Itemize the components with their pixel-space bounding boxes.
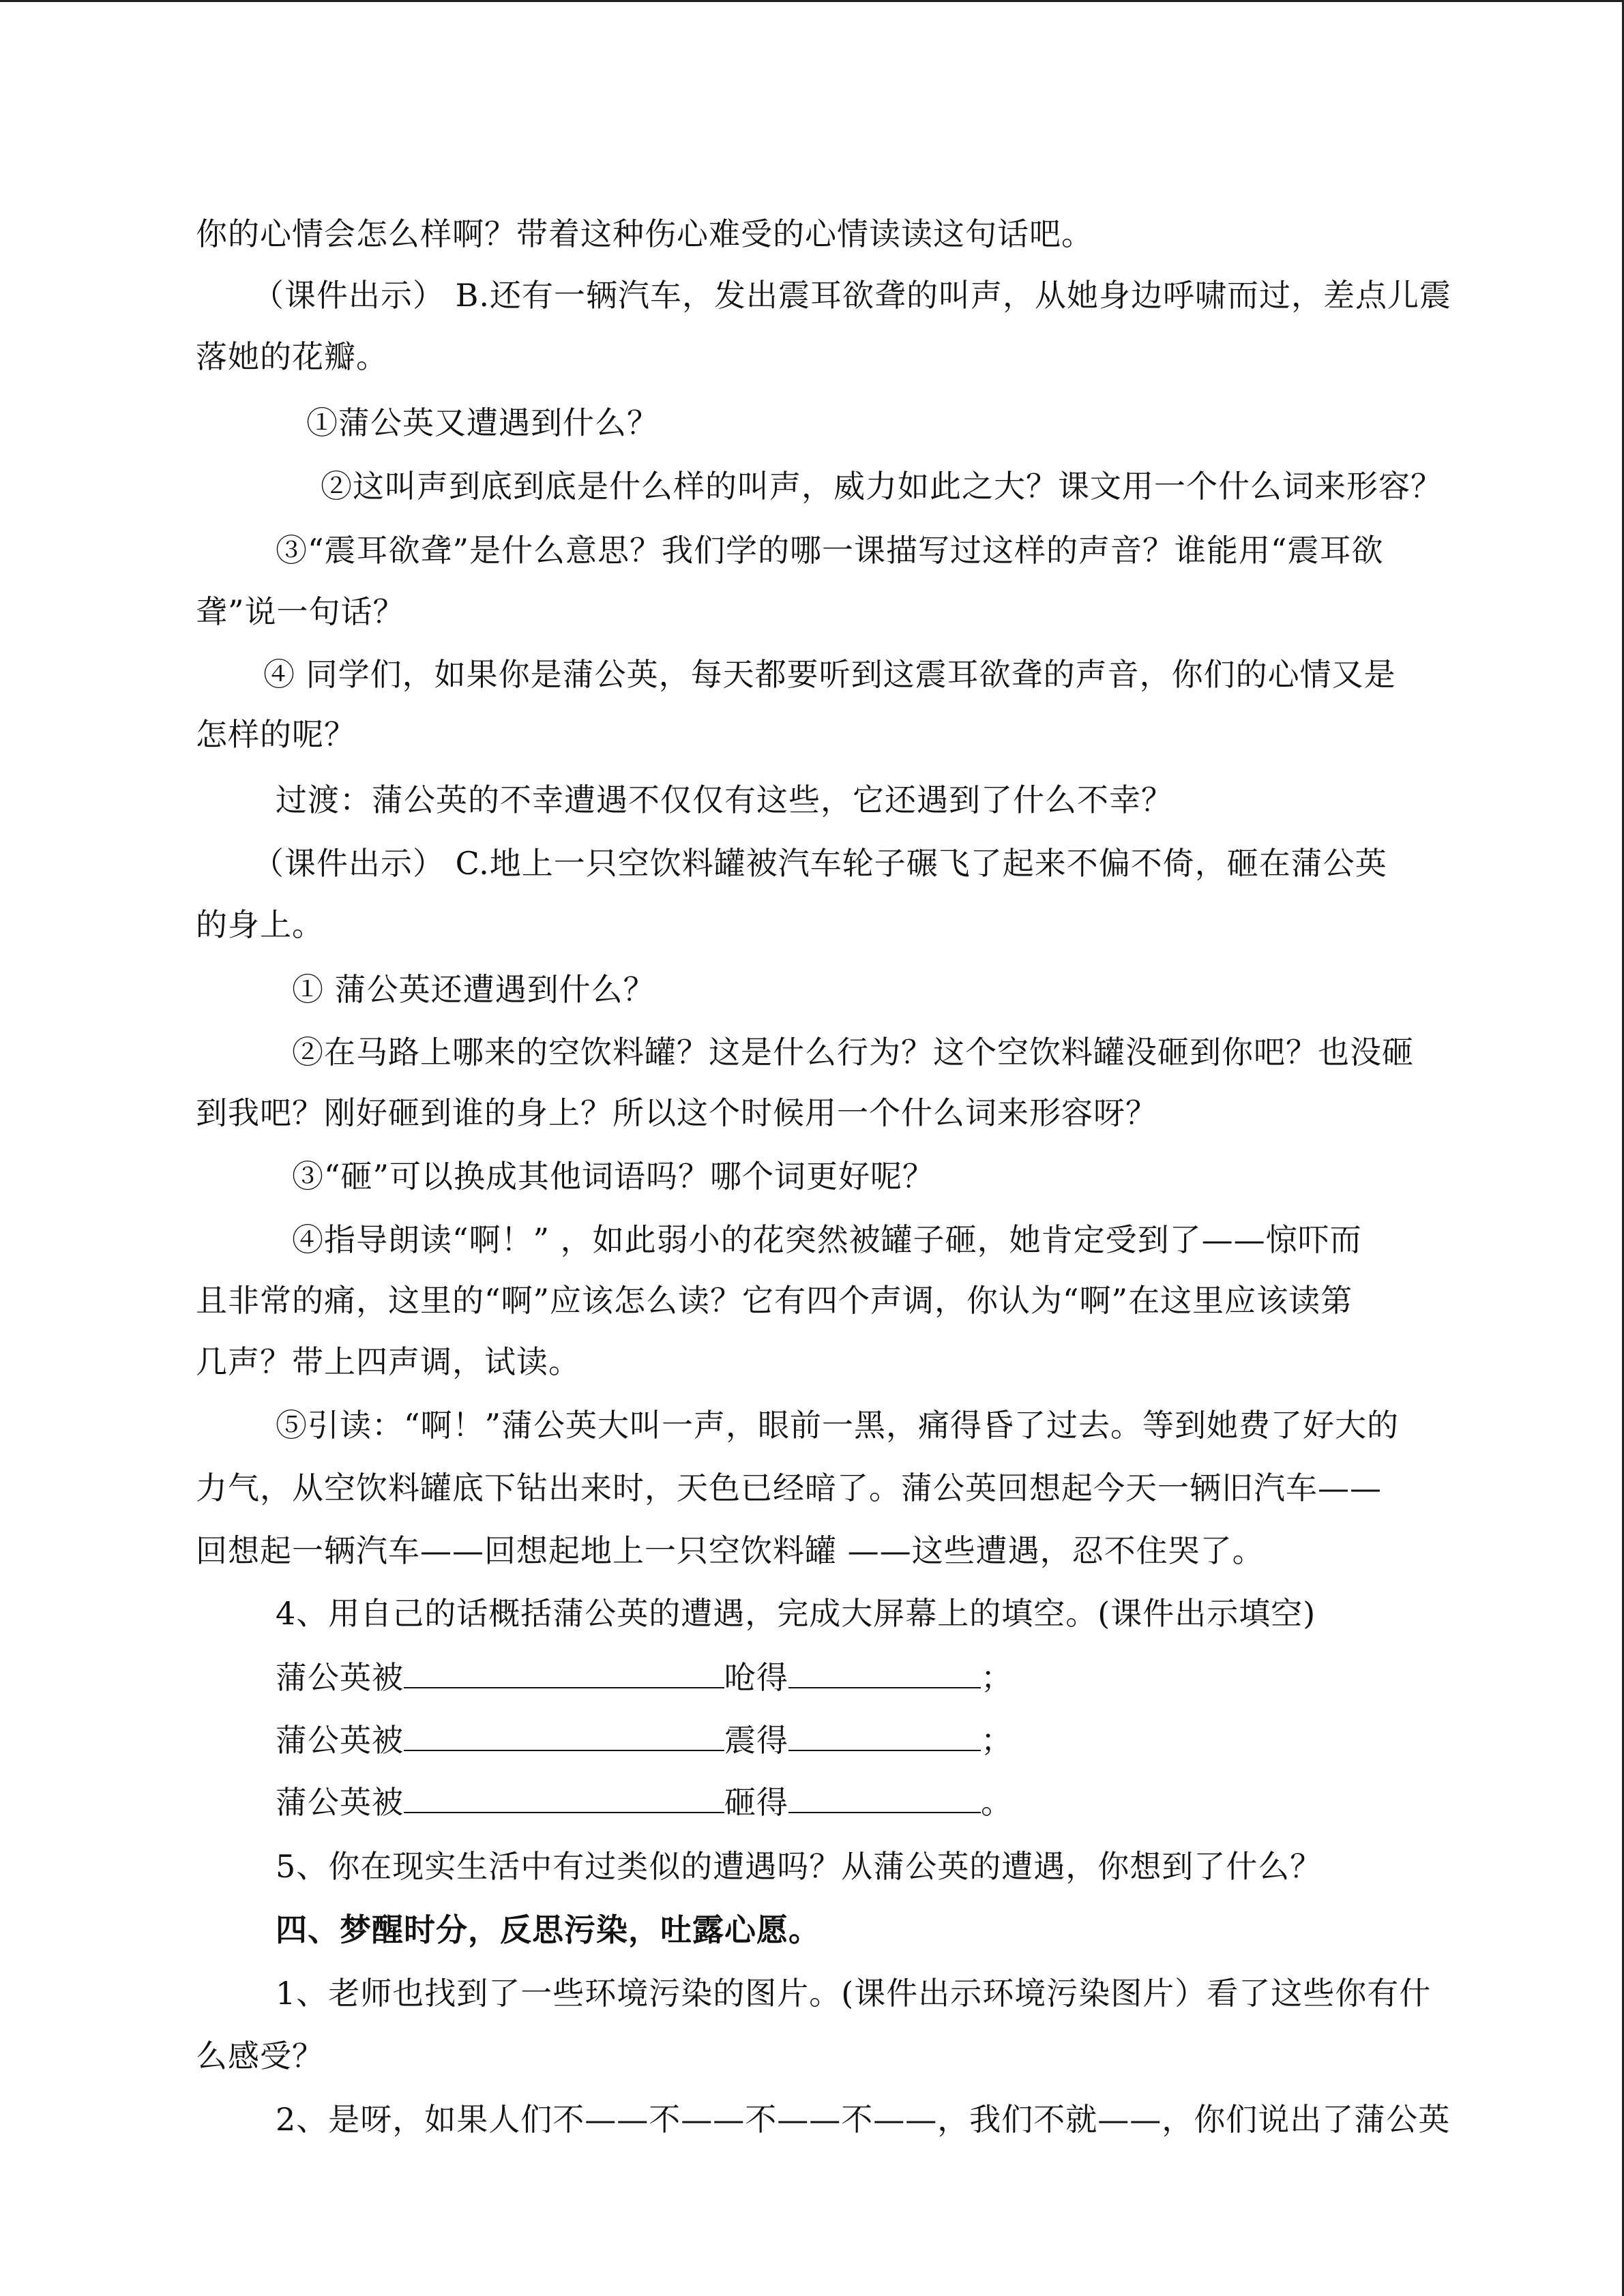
text-line: ③“砸”可以换成其他词语吗？哪个词更好呢？ [292,1158,935,1195]
blank-end: ； [981,1659,1013,1696]
text-line: ④ 同学们，如果你是蒲公英，每天都要听到这震耳欲聋的声音，你们的心情又是 [263,656,1396,693]
blank-end: 。 [981,1784,1013,1821]
text-line: ④指导朗读“啊！” ，如此弱小的花突然被罐子砸，她肯定受到了——惊吓而 [292,1221,1362,1258]
text-line: 5、你在现实生活中有过类似的遭遇吗？从蒲公英的遭遇，你想到了什么？ [276,1848,1323,1885]
blank-mid: 震得 [724,1722,788,1759]
fill-blank-row [276,1782,1013,1823]
text-line: 过渡：蒲公英的不幸遭遇不仅仅有这些，它还遇到了什么不幸？ [276,781,1173,818]
text-line: ③“震耳欲聋”是什么意思？我们学的哪一课描写过这样的声音？谁能用“震耳欲 [276,532,1384,569]
blank-prefix: 蒲公英被 [276,1784,404,1821]
text-line: ②这叫声到底到底是什么样的叫声，威力如此之大？课文用一个什么词来形容？ [321,468,1443,505]
blank-end: ； [981,1722,1013,1759]
section-heading: 四、梦醒时分，反思污染，吐露心愿。 [276,1911,821,1948]
blank-field [788,1657,981,1688]
text-line: 力气，从空饮料罐底下钻出来时，天色已经暗了。蒲公英回想起今天一辆旧汽车—— [196,1470,1382,1506]
blank-field [788,1782,981,1813]
text-line: 2、是呀，如果人们不——不——不——不——，我们不就——，你们说出了蒲公英 [276,2101,1451,2138]
text-line: ① 蒲公英还遭遇到什么？ [292,971,655,1008]
blank-field [404,1720,724,1751]
text-line: ⑤引读：“啊！”蒲公英大叫一声，眼前一黑，痛得昏了过去。等到她费了好大的 [276,1407,1400,1444]
text-line: 落她的花瓣。 [196,338,388,375]
text-line: 4、用自己的话概括蒲公英的遭遇，完成大屏幕上的填空。(课件出示填空) [276,1595,1316,1632]
text-line: 的身上。 [196,906,324,943]
blank-prefix: 蒲公英被 [276,1722,404,1759]
page-border-top [0,0,1624,2]
text-line: 到我吧？刚好砸到谁的身上？所以这个时候用一个什么词来形容呀？ [196,1094,1157,1131]
text-line: 聋”说一句话？ [196,593,405,630]
text-line: 1、老师也找到了一些环境污染的图片。(课件出示环境污染图片）看了这些你有什 [276,1975,1432,2012]
text-line: 且非常的痛，这里的“啊”应该怎么读？它有四个声调，你认为“啊”在这里应该读第 [196,1282,1353,1319]
text-line: 你的心情会怎么样啊？带着这种伤心难受的心情读读这句话吧。 [196,215,1093,252]
text-line: ①蒲公英又遭遇到什么？ [306,404,659,441]
fill-blank-row [276,1657,1013,1698]
text-line: 几声？带上四声调，试读。 [196,1343,580,1380]
text-line: 怎样的呢？ [196,716,356,753]
blank-mid: 呛得 [724,1659,788,1696]
blank-field [404,1657,724,1688]
blank-field [404,1782,724,1813]
blank-mid: 砸得 [724,1784,788,1821]
text-line: （课件出示） C.地上一只空饮料罐被汽车轮子碾飞了起来不偏不倚，砸在蒲公英 [252,845,1387,882]
blank-field [788,1720,981,1751]
fill-blank-row [276,1720,1013,1761]
blank-prefix: 蒲公英被 [276,1659,404,1696]
text-line: ②在马路上哪来的空饮料罐？这是什么行为？这个空饮料罐没砸到你吧？也没砸 [292,1034,1414,1071]
text-line: 么感受？ [196,2038,324,2074]
text-line: 回想起一辆汽车——回想起地上一只空饮料罐 ——这些遭遇，忍不住哭了。 [196,1532,1265,1569]
text-line: （课件出示） B.还有一辆汽车，发出震耳欲聋的叫声，从她身边呼啸而过，差点儿震 [252,277,1452,314]
